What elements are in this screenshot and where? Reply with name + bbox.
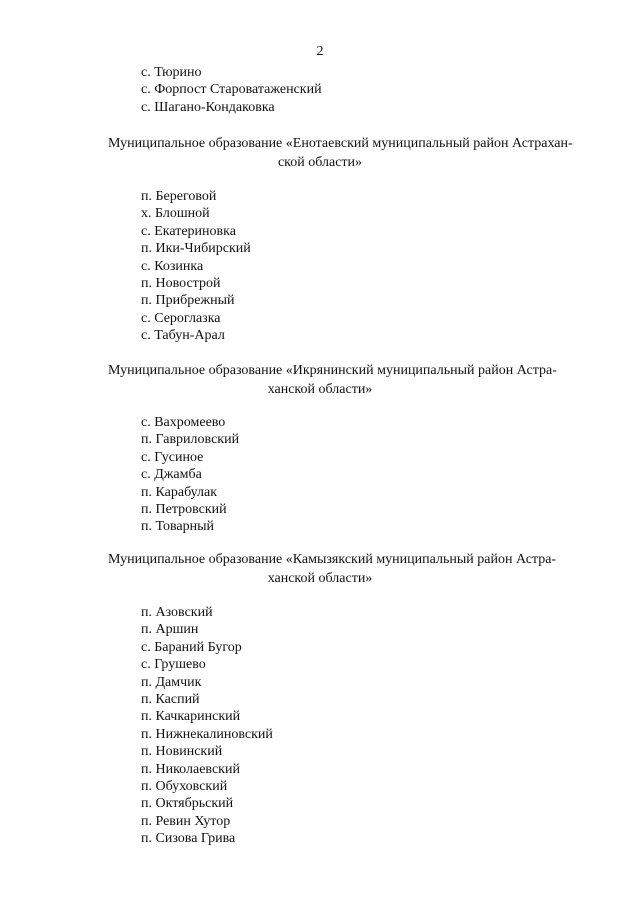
settlement-item: с. Козинка — [141, 258, 204, 274]
section-heading-line: Муниципальное образование «Енотаевский муниципальный район Астрахан- — [108, 136, 573, 151]
settlement-item: с. Грушево — [141, 657, 206, 673]
settlement-item: с. Тюрино — [141, 65, 202, 80]
settlement-item: п. Гавриловский — [141, 432, 240, 448]
settlement-item: п. Петровский — [141, 502, 227, 518]
settlement-item: с. Бараний Бугор — [141, 639, 242, 655]
settlement-item: п. Товарный — [141, 519, 215, 535]
settlement-item: х. Блошной — [141, 206, 210, 222]
settlement-item: п. Октябрьский — [141, 796, 234, 812]
settlement-item: с. Гусиное — [141, 449, 204, 465]
settlement-item: с. Табун-Арал — [141, 328, 225, 344]
section-heading-line: ской области» — [277, 155, 363, 170]
settlement-list-ikryaninsky — [141, 414, 239, 536]
section-heading-line: ханской области» — [267, 571, 373, 586]
section-heading-line: ханской области» — [267, 382, 373, 397]
settlement-item: п. Прибрежный — [141, 293, 235, 309]
settlement-item: п. Дамчик — [141, 674, 202, 690]
settlement-item: с. Екатериновка — [141, 223, 236, 239]
settlement-item: п. Аршин — [141, 622, 199, 638]
page-number: 2 — [316, 44, 324, 59]
settlement-item: п. Сизова Грива — [141, 831, 236, 847]
settlement-item: с. Джамба — [141, 467, 202, 483]
settlement-item: п. Ики-Чибирский — [141, 241, 251, 257]
settlement-item: п. Новострой — [141, 276, 221, 292]
settlement-item: п. Обуховский — [141, 779, 228, 795]
section-heading-ikryaninsky — [108, 361, 557, 399]
settlement-item: п. Нижнекалиновский — [141, 726, 273, 742]
settlement-item: п. Качкаринский — [141, 709, 241, 725]
settlement-item: п. Береговой — [141, 189, 217, 204]
section-heading-line: Муниципальное образование «Камызякский муниципальный район Астра- — [108, 552, 557, 567]
settlement-item: п. Николаевский — [141, 761, 240, 777]
settlement-item: с. Вахромеево — [141, 415, 226, 430]
settlement-list-kamyzyaksky — [141, 604, 273, 848]
settlement-item: с. Шагано-Кондаковка — [141, 99, 275, 115]
settlement-list-enotaevsky — [141, 188, 251, 345]
settlement-item: с. Сероглазка — [141, 310, 221, 326]
section-heading-kamyzyaksky — [108, 550, 557, 588]
settlement-item: п. Азовский — [141, 605, 213, 620]
settlement-list-continued — [141, 64, 322, 116]
section-heading-enotaevsky — [108, 134, 573, 172]
settlement-item: с. Форпост Староватаженский — [141, 82, 322, 98]
section-heading-line: Муниципальное образование «Икрянинский муниципальный район Астра- — [108, 363, 557, 378]
settlement-item: п. Ревин Хутор — [141, 813, 231, 829]
settlement-item: п. Каспий — [141, 692, 200, 708]
settlement-item: п. Новинский — [141, 744, 223, 760]
settlement-item: п. Карабулак — [141, 484, 218, 500]
